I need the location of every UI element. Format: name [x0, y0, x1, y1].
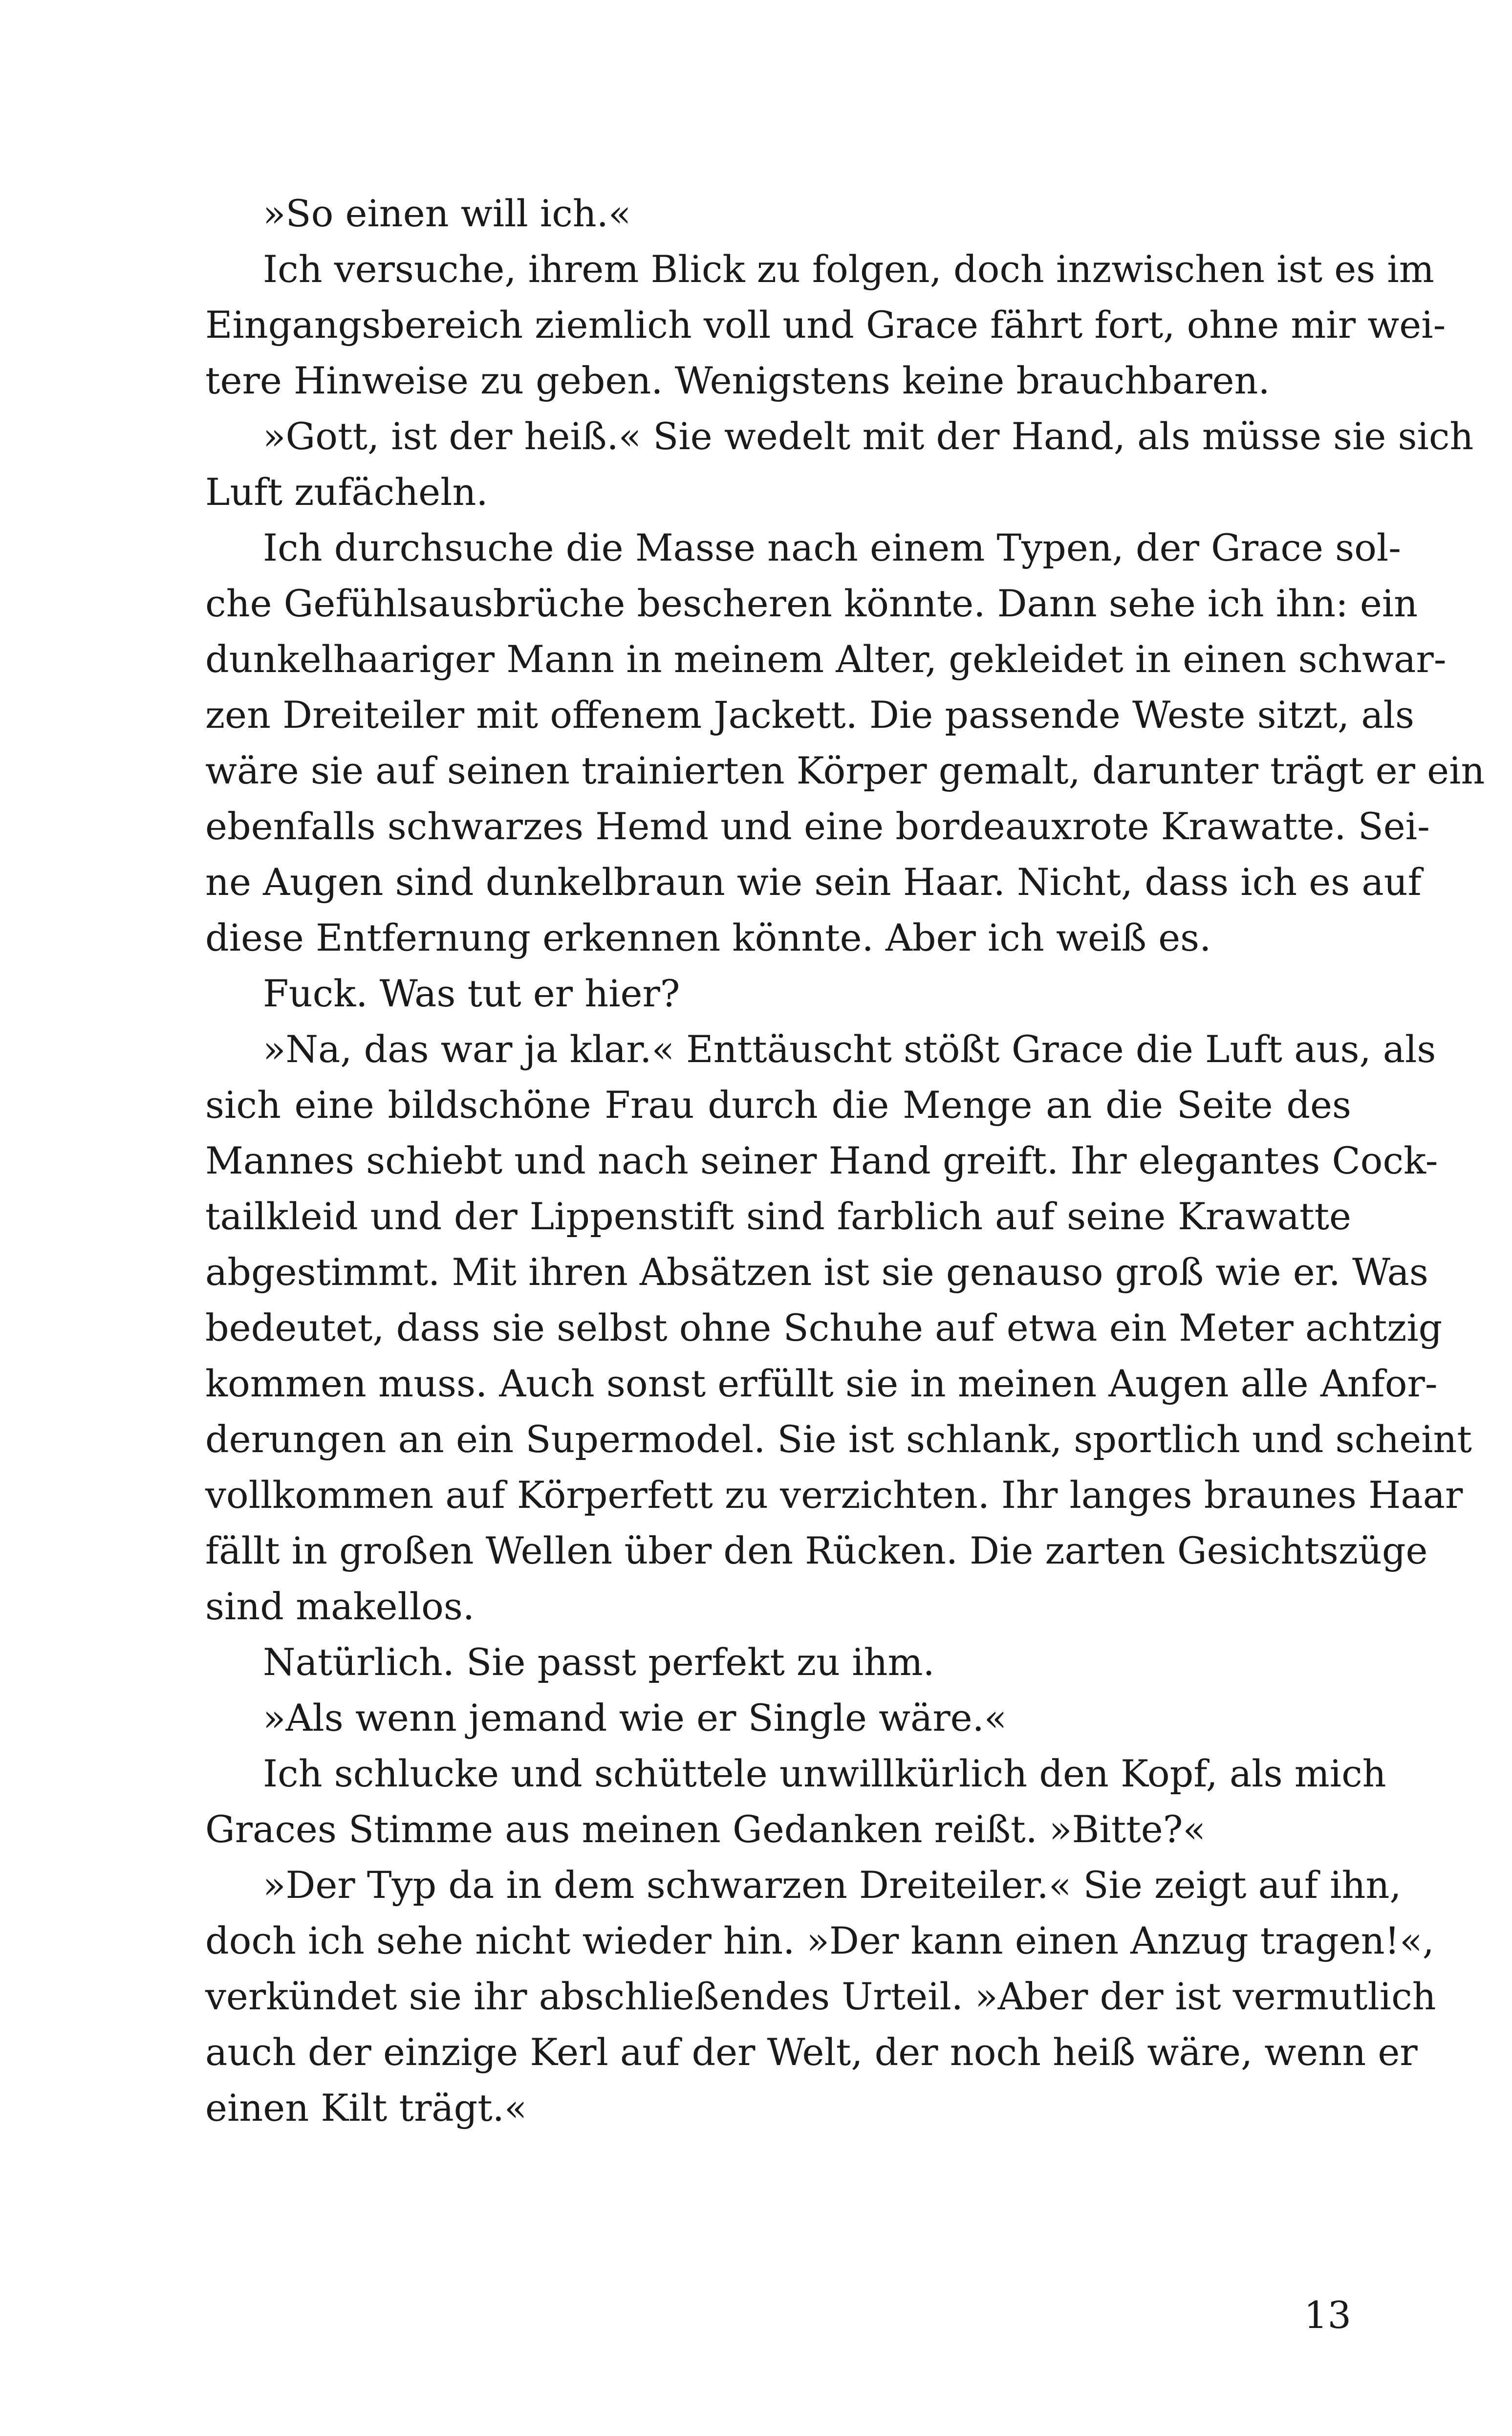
text-line: einen Kilt trägt.« [205, 2086, 527, 2130]
text-line: Luft zufächeln. [205, 470, 488, 514]
text-line: vollkommen auf Körperfett zu verzichten. Ihr langes braunes Haar [205, 1473, 1463, 1517]
text-line: tere Hinweise zu geben. Wenigstens keine brauchbaren. [205, 359, 1270, 402]
text-line: Graces Stimme aus meinen Gedanken reißt. »Bitte?« [205, 1807, 1206, 1851]
text-line: sich eine bildschöne Frau durch die Menge an die Seite des [205, 1083, 1351, 1127]
text-line: derungen an ein Supermodel. Sie ist schlank, sportlich und scheint [205, 1417, 1472, 1461]
text-line: Fuck. Was tut er hier? [263, 972, 680, 1015]
text-line: verkündet sie ihr abschließendes Urteil. »Aber der ist vermutlich [205, 1975, 1436, 2018]
text-line: Ich versuche, ihrem Blick zu folgen, doch inzwischen ist es im [263, 247, 1434, 291]
text-line: »So einen will ich.« [263, 192, 631, 235]
text-line: doch ich sehe nicht wieder hin. »Der kann einen Anzug tragen!«, [205, 1919, 1434, 1962]
text-line: Ich schlucke und schüttele unwillkürlich den Kopf, als mich [263, 1752, 1386, 1795]
text-line: fällt in großen Wellen über den Rücken. Die zarten Gesichtszüge [205, 1529, 1428, 1572]
text-line: »Gott, ist der heiß.« Sie wedelt mit der Hand, als müsse sie sich [263, 414, 1474, 458]
text-line: Natürlich. Sie passt perfekt zu ihm. [263, 1640, 935, 1684]
text-line: zen Dreiteiler mit offenem Jackett. Die passende Weste sitzt, als [205, 693, 1414, 737]
text-line: ne Augen sind dunkelbraun wie sein Haar. Nicht, dass ich es auf [205, 860, 1422, 904]
text-line: »Na, das war ja klar.« Enttäuscht stößt Grace die Luft aus, als [263, 1027, 1436, 1071]
text-line: Eingangsbereich ziemlich voll und Grace fährt fort, ohne mir wei- [205, 303, 1446, 347]
body-text [205, 186, 1485, 2136]
text-line: auch der einzige Kerl auf der Welt, der noch heiß wäre, wenn er [205, 2030, 1418, 2074]
text-line: dunkelhaariger Mann in meinem Alter, gekleidet in einen schwar- [205, 637, 1447, 681]
text-line: »Der Typ da in dem schwarzen Dreiteiler.« Sie zeigt auf ihn, [263, 1863, 1402, 1907]
text-line: Mannes schiebt und nach seiner Hand greift. Ihr elegantes Cock- [205, 1139, 1438, 1182]
text-line: abgestimmt. Mit ihren Absätzen ist sie genauso groß wie er. Was [205, 1250, 1428, 1294]
page-number: 13 [1304, 2293, 1351, 2337]
text-line: »Als wenn jemand wie er Single wäre.« [263, 1696, 1007, 1740]
text-line: bedeutet, dass sie selbst ohne Schuhe auf etwa ein Meter achtzig [205, 1306, 1443, 1349]
text-line: Ich durchsuche die Masse nach einem Typen, der Grace sol- [263, 526, 1401, 569]
text-line: sind makellos. [205, 1585, 475, 1628]
text-line: ebenfalls schwarzes Hemd und eine bordeauxrote Krawatte. Sei- [205, 805, 1430, 848]
text-line: diese Entfernung erkennen könnte. Aber ich weiß es. [205, 916, 1211, 959]
text-line: kommen muss. Auch sonst erfüllt sie in meinen Augen alle Anfor- [205, 1362, 1438, 1405]
text-line: che Gefühlsausbrüche bescheren könnte. Dann sehe ich ihn: ein [205, 582, 1418, 625]
text-line: wäre sie auf seinen trainierten Körper gemalt, darunter trägt er ein [205, 749, 1485, 792]
text-line: tailkleid und der Lippenstift sind farblich auf seine Krawatte [205, 1195, 1351, 1238]
